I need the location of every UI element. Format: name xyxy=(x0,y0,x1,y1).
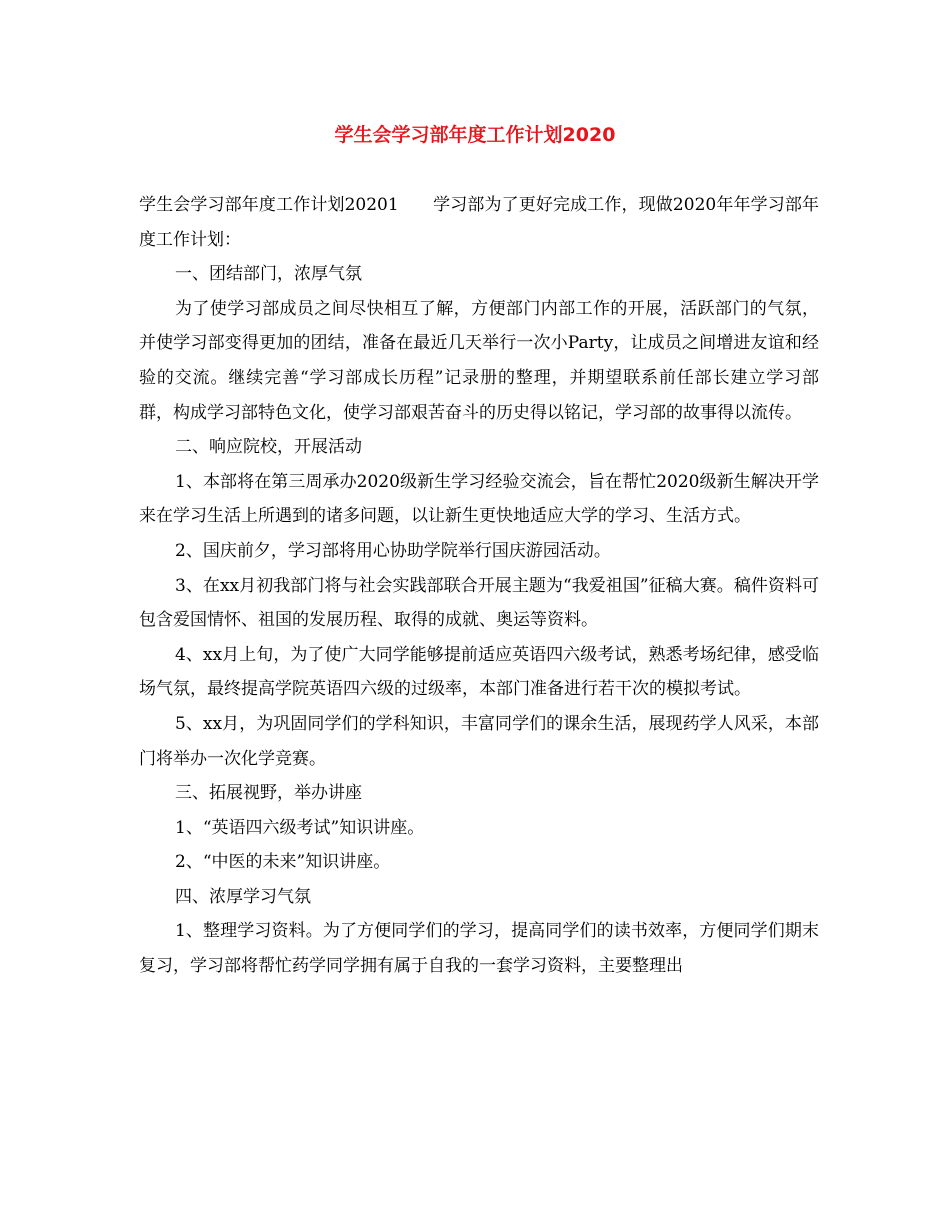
section-2-item-1: 1、本部将在第三周承办2020级新生学习经验交流会，旨在帮忙2020级新生解决开学来在学习生活上所遇到的诸多问题，以让新生更快地适应大学的学习、生活方式。 xyxy=(139,471,819,527)
section-2-item-2: 2、国庆前夕，学习部将用心协助学院举行国庆游园活动。 xyxy=(175,540,611,561)
section-3-item-2: 2、“中医的未来”知识讲座。 xyxy=(175,852,391,873)
section-2-item-4: 4、xx月上旬，为了使广大同学能够提前适应英语四六级考试，熟悉考场纪律，感受临场气氛，最终提高学院英语四六级的过级率，本部门准备进行若干次的模拟考试。 xyxy=(139,644,819,700)
document-body xyxy=(139,188,819,984)
section-1-paragraph: 为了使学习部成员之间尽快相互了解，方便部门内部工作的开展，活跃部门的气氛，并使学习部变得更加的团结，准备在最近几天举行一次小Party，让成员之间增进友谊和经验的交流。继续完善“学习部成长历程”记录册的整理，并期望联系前任部长建立学习部群，构成学习部特色文化，使学习部艰苦奋斗的历史得以铭记，学习部的故事得以流传。 xyxy=(139,298,819,423)
section-4-item-1: 1、整理学习资料。为了方便同学们的学习，提高同学们的读书效率，方便同学们期末复习，学习部将帮忙药学同学拥有属于自我的一套学习资料，主要整理出 xyxy=(139,921,819,977)
section-2-item-3: 3、在xx月初我部门将与社会实践部联合开展主题为“我爱祖国”征稿大赛。稿件资料可包含爱国情怀、祖国的发展历程、取得的成就、奥运等资料。 xyxy=(139,575,819,631)
section-heading-2: 二、响应院校，开展活动 xyxy=(175,437,362,458)
section-heading-4: 四、浓厚学习气氛 xyxy=(175,886,311,907)
section-heading-1: 一、团结部门，浓厚气氛 xyxy=(175,264,362,285)
intro-paragraph: 学生会学习部年度工作计划20201 学习部为了更好完成工作，现做2020年年学习部年度工作计划： xyxy=(139,195,819,250)
section-heading-3: 三、拓展视野，举办讲座 xyxy=(175,783,362,804)
section-2-item-5: 5、xx月，为巩固同学们的学科知识，丰富同学们的课余生活，展现药学人风采，本部门将举办一次化学竞赛。 xyxy=(139,713,819,769)
section-3-item-1: 1、“英语四六级考试”知识讲座。 xyxy=(175,817,425,838)
document-title: 学生会学习部年度工作计划2020 xyxy=(334,124,616,146)
